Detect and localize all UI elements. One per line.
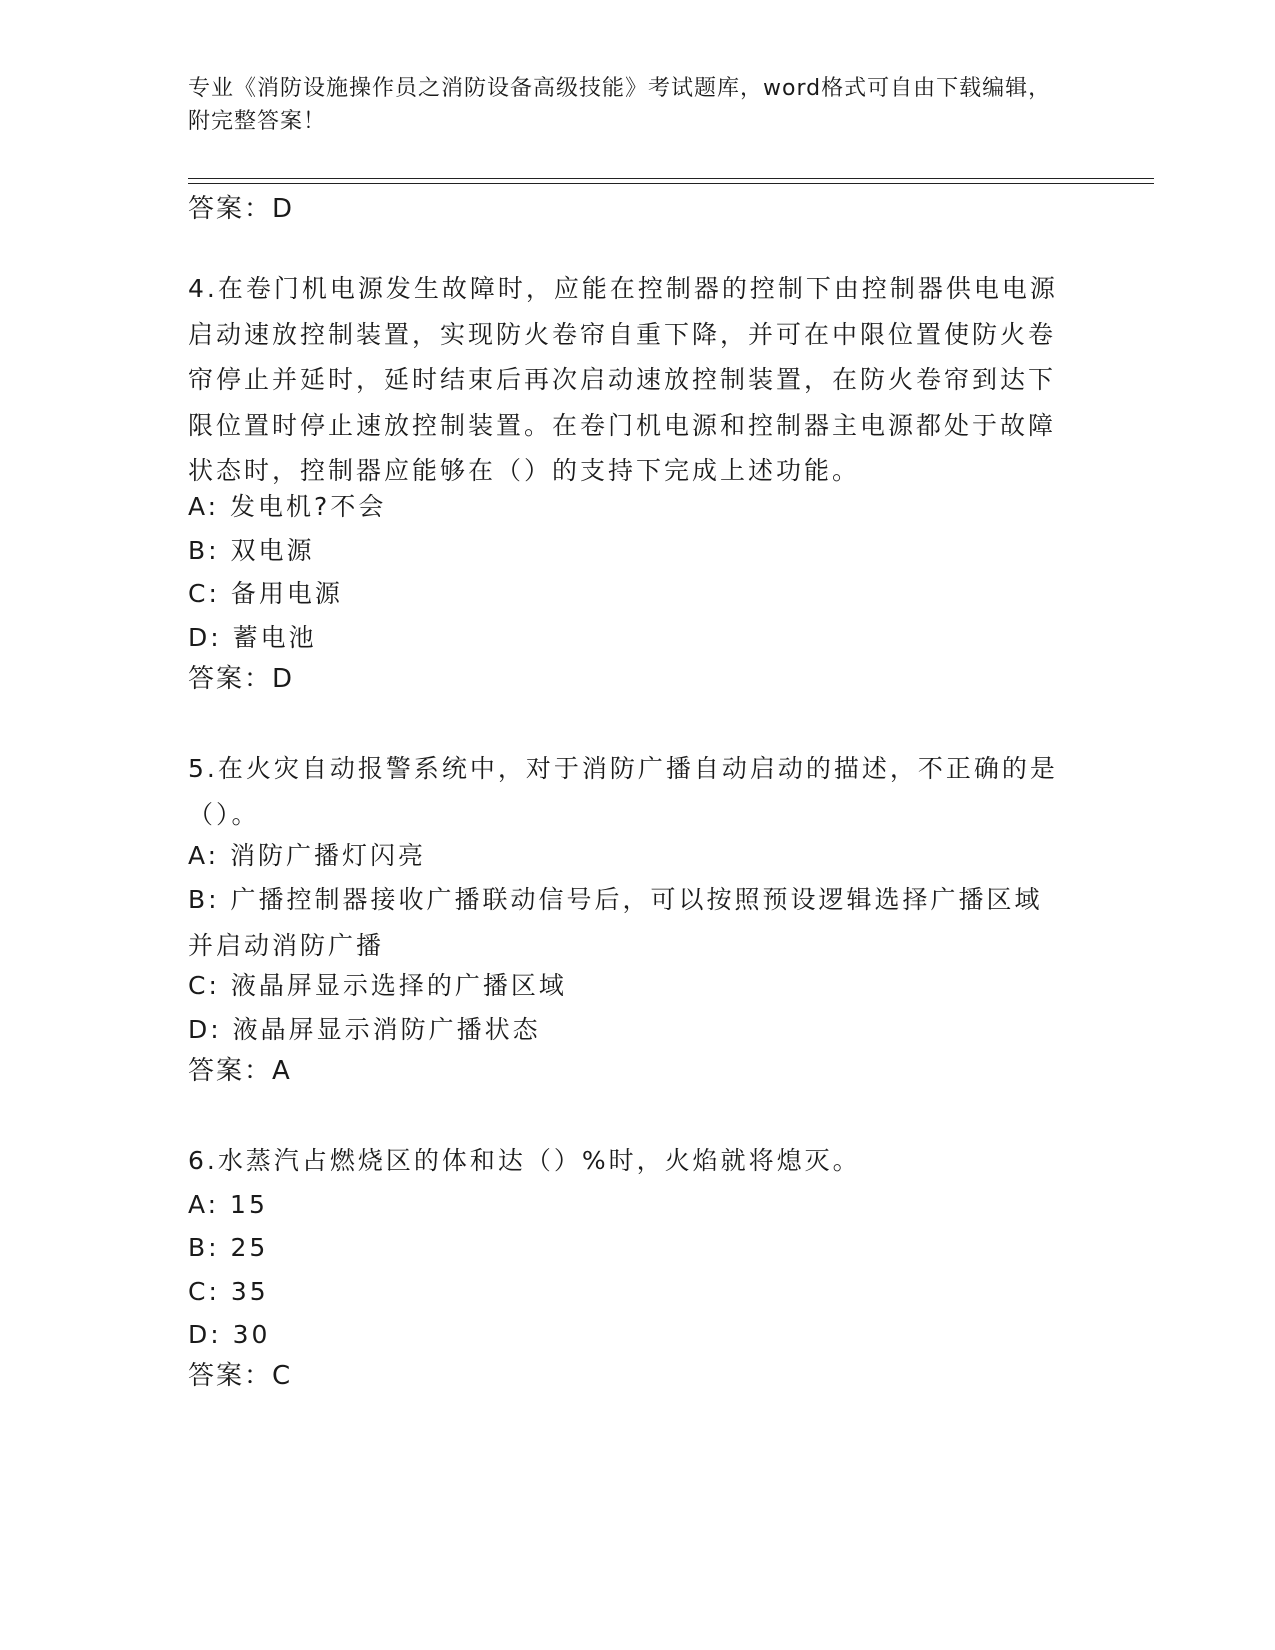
answer-value: A [272,1056,291,1086]
option-text: 25 [230,1233,269,1262]
answer-line [188,659,293,699]
option-text: 液晶屏显示选择的广播区域 [230,971,567,1000]
option-text: 30 [232,1320,271,1349]
answer-line [188,1051,291,1091]
option-text: 发电机?不会 [230,492,387,521]
option-key: B: [188,885,220,914]
option-text: 广播控制器接收广播联动信号后，可以按照预设逻辑选择广播区域并启动消防广播 [188,885,1043,960]
option-key: D: [188,1320,222,1349]
option-b [188,877,1068,968]
answer-value: C [272,1361,292,1391]
option-text: 备用电源 [230,579,343,608]
option-key: D: [188,1015,222,1044]
option-text: 液晶屏显示消防广播状态 [232,1015,541,1044]
option-b [188,528,1068,574]
option-a [188,833,1068,879]
option-key: B: [188,536,220,565]
option-text: 双电源 [230,536,315,565]
option-key: C: [188,1277,220,1306]
option-key: A: [188,841,220,870]
header-text: 专业《消防设施操作员之消防设备高级技能》考试题库，word格式可自由下载编辑，附完整答案！ [188,76,1052,134]
option-key: B: [188,1233,220,1262]
option-text: 蓄电池 [232,623,317,652]
answer-label: 答案： [188,1361,273,1391]
answer-label: 答案： [188,1056,273,1086]
question-stem: 4.在卷门机电源发生故障时，应能在控制器的控制下由控制器供电电源启动速放控制装置，实现防火卷帘自重下降，并可在中限位置使防火卷帘停止并延时，延时结束后再次启动速放控制装置，在防火卷帘到达下限位置时停止速放控制装置。在卷门机电源和控制器主电源都处于故障状态时，控制器应能够在（）的支持下完成上述功能。 [188,274,1058,485]
answer-line [188,189,293,229]
option-text: 35 [230,1277,269,1306]
option-a [188,484,1068,530]
question-stem: 6.水蒸汽占燃烧区的体和达（）%时，火焰就将熄灭。 [188,1146,861,1175]
option-key: C: [188,579,220,608]
answer-value: D [272,664,294,694]
option-a [188,1182,1068,1228]
option-key: D: [188,623,222,652]
answer-value: D [272,194,294,224]
option-text: 消防广播灯闪亮 [230,841,427,870]
header-divider-bottom [188,183,1154,184]
option-key: C: [188,971,220,1000]
answer-label: 答案： [188,194,273,224]
question-stem: 5.在火灾自动报警系统中，对于消防广播自动启动的描述，不正确的是（）。 [188,754,1058,829]
header-divider-top [188,178,1154,179]
document-header [188,72,1068,138]
answer-line [188,1356,291,1396]
answer-label: 答案： [188,664,273,694]
option-key: A: [188,492,220,521]
option-c [188,571,1068,617]
option-d [188,615,1068,661]
option-b [188,1225,1068,1271]
option-c [188,963,1068,1009]
option-text: 15 [230,1190,268,1219]
option-d [188,1312,1068,1358]
option-key: A: [188,1190,220,1219]
option-d [188,1007,1068,1053]
option-c [188,1269,1068,1315]
